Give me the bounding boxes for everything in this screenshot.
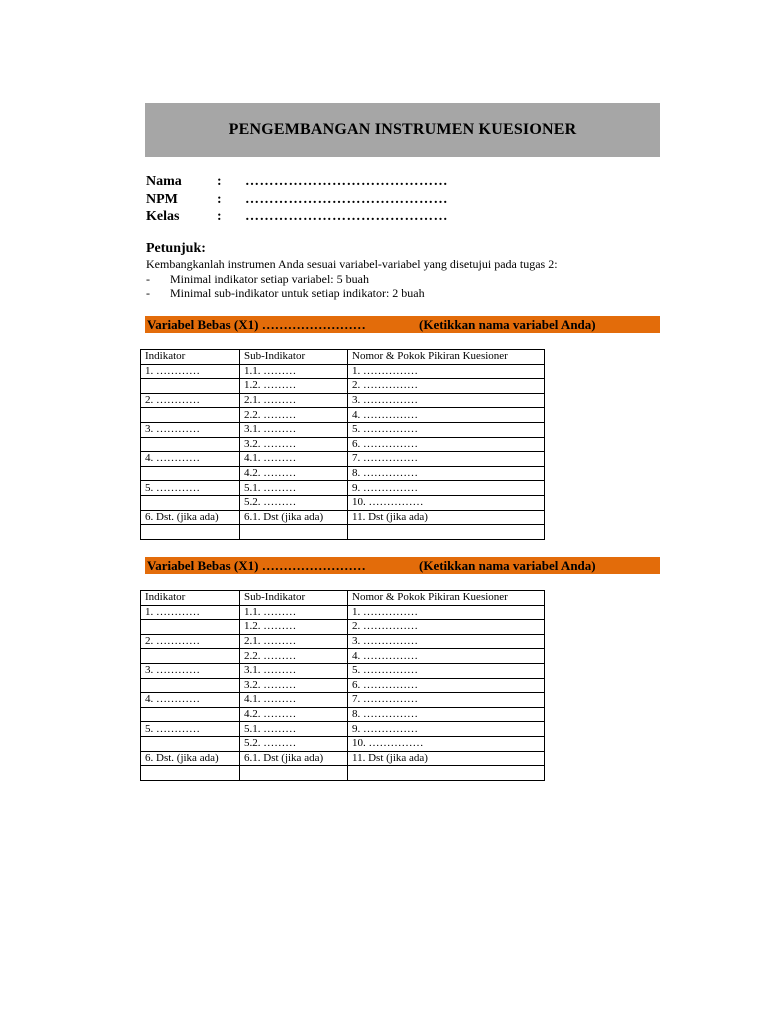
table-row bbox=[141, 408, 545, 423]
table-cell: 1.1. ……… bbox=[240, 364, 348, 379]
table-cell: 5.1. ……… bbox=[240, 481, 348, 496]
table-row bbox=[141, 510, 545, 525]
table-cell: 3. ………… bbox=[141, 422, 240, 437]
table-cell: 1. ………… bbox=[141, 364, 240, 379]
table-row bbox=[141, 736, 545, 751]
section-note: (Ketikkan nama variabel Anda) bbox=[419, 558, 596, 573]
table-cell: 5. ………… bbox=[141, 481, 240, 496]
table-cell: 4. …………… bbox=[348, 649, 545, 664]
table-cell bbox=[240, 525, 348, 540]
table-cell bbox=[141, 766, 240, 781]
identity-value-field: …………………………………… bbox=[245, 174, 448, 189]
table-row bbox=[141, 678, 545, 693]
instructions-text: Kembangkanlah instrumen Anda sesuai variabel-variabel yang disetujui pada tugas 2: bbox=[146, 257, 558, 271]
table-cell: 6.1. Dst (jika ada) bbox=[240, 510, 348, 525]
table-cell: 3.2. ……… bbox=[240, 437, 348, 452]
table-cell bbox=[141, 379, 240, 394]
table-cell: 3.1. ……… bbox=[240, 663, 348, 678]
instruction-bullet bbox=[146, 286, 666, 301]
table-row bbox=[141, 379, 545, 394]
table-cell: 6. …………… bbox=[348, 678, 545, 693]
table-cell: 3.2. ……… bbox=[240, 678, 348, 693]
identity-colon: : bbox=[217, 191, 222, 207]
table-row bbox=[141, 393, 545, 408]
identity-block bbox=[146, 173, 606, 226]
table-cell: 5. …………… bbox=[348, 663, 545, 678]
page-title: PENGEMBANGAN INSTRUMEN KUESIONER bbox=[228, 121, 577, 138]
table-cell: 5. …………… bbox=[348, 422, 545, 437]
table-cell: 2. ………… bbox=[141, 634, 240, 649]
table-cell bbox=[141, 437, 240, 452]
table-cell bbox=[240, 766, 348, 781]
table-cell bbox=[348, 525, 545, 540]
table-row bbox=[141, 481, 545, 496]
table-cell: 7. …………… bbox=[348, 693, 545, 708]
table-row bbox=[141, 649, 545, 664]
table-cell: 1.1. ……… bbox=[240, 605, 348, 620]
table-cell: 4. ………… bbox=[141, 452, 240, 467]
table-cell: 4. ………… bbox=[141, 693, 240, 708]
table-cell: 2.1. ……… bbox=[240, 634, 348, 649]
identity-label: Nama bbox=[146, 174, 182, 189]
table-cell: 2. …………… bbox=[348, 379, 545, 394]
table-cell: 2.2. ……… bbox=[240, 408, 348, 423]
bullet-text: Minimal indikator setiap variabel: 5 buah bbox=[170, 271, 369, 286]
table-cell: 2.2. ……… bbox=[240, 649, 348, 664]
table-cell: 8. …………… bbox=[348, 707, 545, 722]
table-row bbox=[141, 766, 545, 781]
table-row bbox=[141, 452, 545, 467]
table-cell: 3. ………… bbox=[141, 663, 240, 678]
table-row bbox=[141, 364, 545, 379]
table-row bbox=[141, 634, 545, 649]
table-cell bbox=[141, 620, 240, 635]
column-header: Sub-Indikator bbox=[240, 591, 348, 606]
table-row bbox=[141, 707, 545, 722]
table-row bbox=[141, 722, 545, 737]
table-cell bbox=[141, 678, 240, 693]
table-cell: 5.1. ……… bbox=[240, 722, 348, 737]
table-row bbox=[141, 466, 545, 481]
table-cell: 1.2. ……… bbox=[240, 379, 348, 394]
section-variable-label: Variabel Bebas (X1) …………………… bbox=[147, 317, 366, 332]
table-cell: 10. …………… bbox=[348, 495, 545, 510]
identity-label: NPM bbox=[146, 191, 178, 207]
table-row bbox=[141, 422, 545, 437]
identity-row-kelas bbox=[146, 208, 606, 226]
table-cell: 5.2. ……… bbox=[240, 736, 348, 751]
table-cell: 6.1. Dst (jika ada) bbox=[240, 751, 348, 766]
table-cell: 9. …………… bbox=[348, 481, 545, 496]
table-cell: 11. Dst (jika ada) bbox=[348, 510, 545, 525]
table-cell: 4.1. ……… bbox=[240, 693, 348, 708]
column-header: Nomor & Pokok Pikiran Kuesioner bbox=[348, 591, 545, 606]
table-cell bbox=[141, 525, 240, 540]
identity-value-field: …………………………………… bbox=[245, 191, 448, 207]
table-cell bbox=[141, 649, 240, 664]
identity-row-npm bbox=[146, 191, 606, 209]
table-cell bbox=[141, 408, 240, 423]
identity-colon: : bbox=[217, 174, 222, 189]
column-header: Indikator bbox=[141, 350, 240, 365]
section-note: (Ketikkan nama variabel Anda) bbox=[419, 317, 596, 332]
table-cell bbox=[141, 736, 240, 751]
table-cell: 11. Dst (jika ada) bbox=[348, 751, 545, 766]
table-cell: 1. …………… bbox=[348, 605, 545, 620]
title-banner bbox=[145, 103, 660, 157]
table-row bbox=[141, 525, 545, 540]
table-cell: 8. …………… bbox=[348, 466, 545, 481]
table-row bbox=[141, 751, 545, 766]
table-row bbox=[141, 437, 545, 452]
instructions-heading: Petunjuk: bbox=[146, 241, 206, 256]
instructions-block bbox=[146, 240, 666, 301]
column-header: Sub-Indikator bbox=[240, 350, 348, 365]
table-cell: 5. ………… bbox=[141, 722, 240, 737]
table-cell: 1.2. ……… bbox=[240, 620, 348, 635]
table-row bbox=[141, 620, 545, 635]
bullet-text: Minimal sub-indikator untuk setiap indikator: 2 buah bbox=[170, 286, 425, 300]
table-cell: 2. ………… bbox=[141, 393, 240, 408]
table-cell bbox=[141, 466, 240, 481]
table-cell: 2. …………… bbox=[348, 620, 545, 635]
table-row bbox=[141, 605, 545, 620]
indicator-table-1 bbox=[140, 349, 545, 540]
table-row bbox=[141, 693, 545, 708]
section-header-1 bbox=[145, 316, 660, 333]
table-cell: 4.2. ……… bbox=[240, 466, 348, 481]
table-cell: 6. …………… bbox=[348, 437, 545, 452]
table-cell: 4.1. ……… bbox=[240, 452, 348, 467]
table-cell: 6. Dst. (jika ada) bbox=[141, 510, 240, 525]
indicator-table-2 bbox=[140, 590, 545, 781]
instruction-bullet bbox=[146, 272, 666, 287]
bullet-marker: - bbox=[146, 271, 150, 286]
table-cell bbox=[141, 707, 240, 722]
identity-colon: : bbox=[217, 209, 222, 224]
table-cell: 4. …………… bbox=[348, 408, 545, 423]
table-cell: 3. …………… bbox=[348, 634, 545, 649]
table-row bbox=[141, 495, 545, 510]
identity-value-field: …………………………………… bbox=[245, 209, 448, 224]
table-cell: 9. …………… bbox=[348, 722, 545, 737]
table-cell: 1. ………… bbox=[141, 605, 240, 620]
section-variable-label: Variabel Bebas (X1) …………………… bbox=[147, 558, 366, 573]
table-cell: 2.1. ……… bbox=[240, 393, 348, 408]
identity-label: Kelas bbox=[146, 209, 180, 224]
table-cell bbox=[141, 495, 240, 510]
table-cell: 10. …………… bbox=[348, 736, 545, 751]
table-cell: 1. …………… bbox=[348, 364, 545, 379]
table-cell: 3. …………… bbox=[348, 393, 545, 408]
table-row bbox=[141, 663, 545, 678]
section-header-2 bbox=[145, 557, 660, 574]
table-header-row bbox=[141, 350, 545, 365]
table-cell: 3.1. ……… bbox=[240, 422, 348, 437]
table-header-row bbox=[141, 591, 545, 606]
column-header: Indikator bbox=[141, 591, 240, 606]
table-cell: 5.2. ……… bbox=[240, 495, 348, 510]
bullet-marker: - bbox=[146, 286, 150, 300]
identity-row-nama bbox=[146, 173, 606, 191]
table-cell: 4.2. ……… bbox=[240, 707, 348, 722]
table-cell bbox=[348, 766, 545, 781]
table-cell: 7. …………… bbox=[348, 452, 545, 467]
column-header: Nomor & Pokok Pikiran Kuesioner bbox=[348, 350, 545, 365]
table-cell: 6. Dst. (jika ada) bbox=[141, 751, 240, 766]
